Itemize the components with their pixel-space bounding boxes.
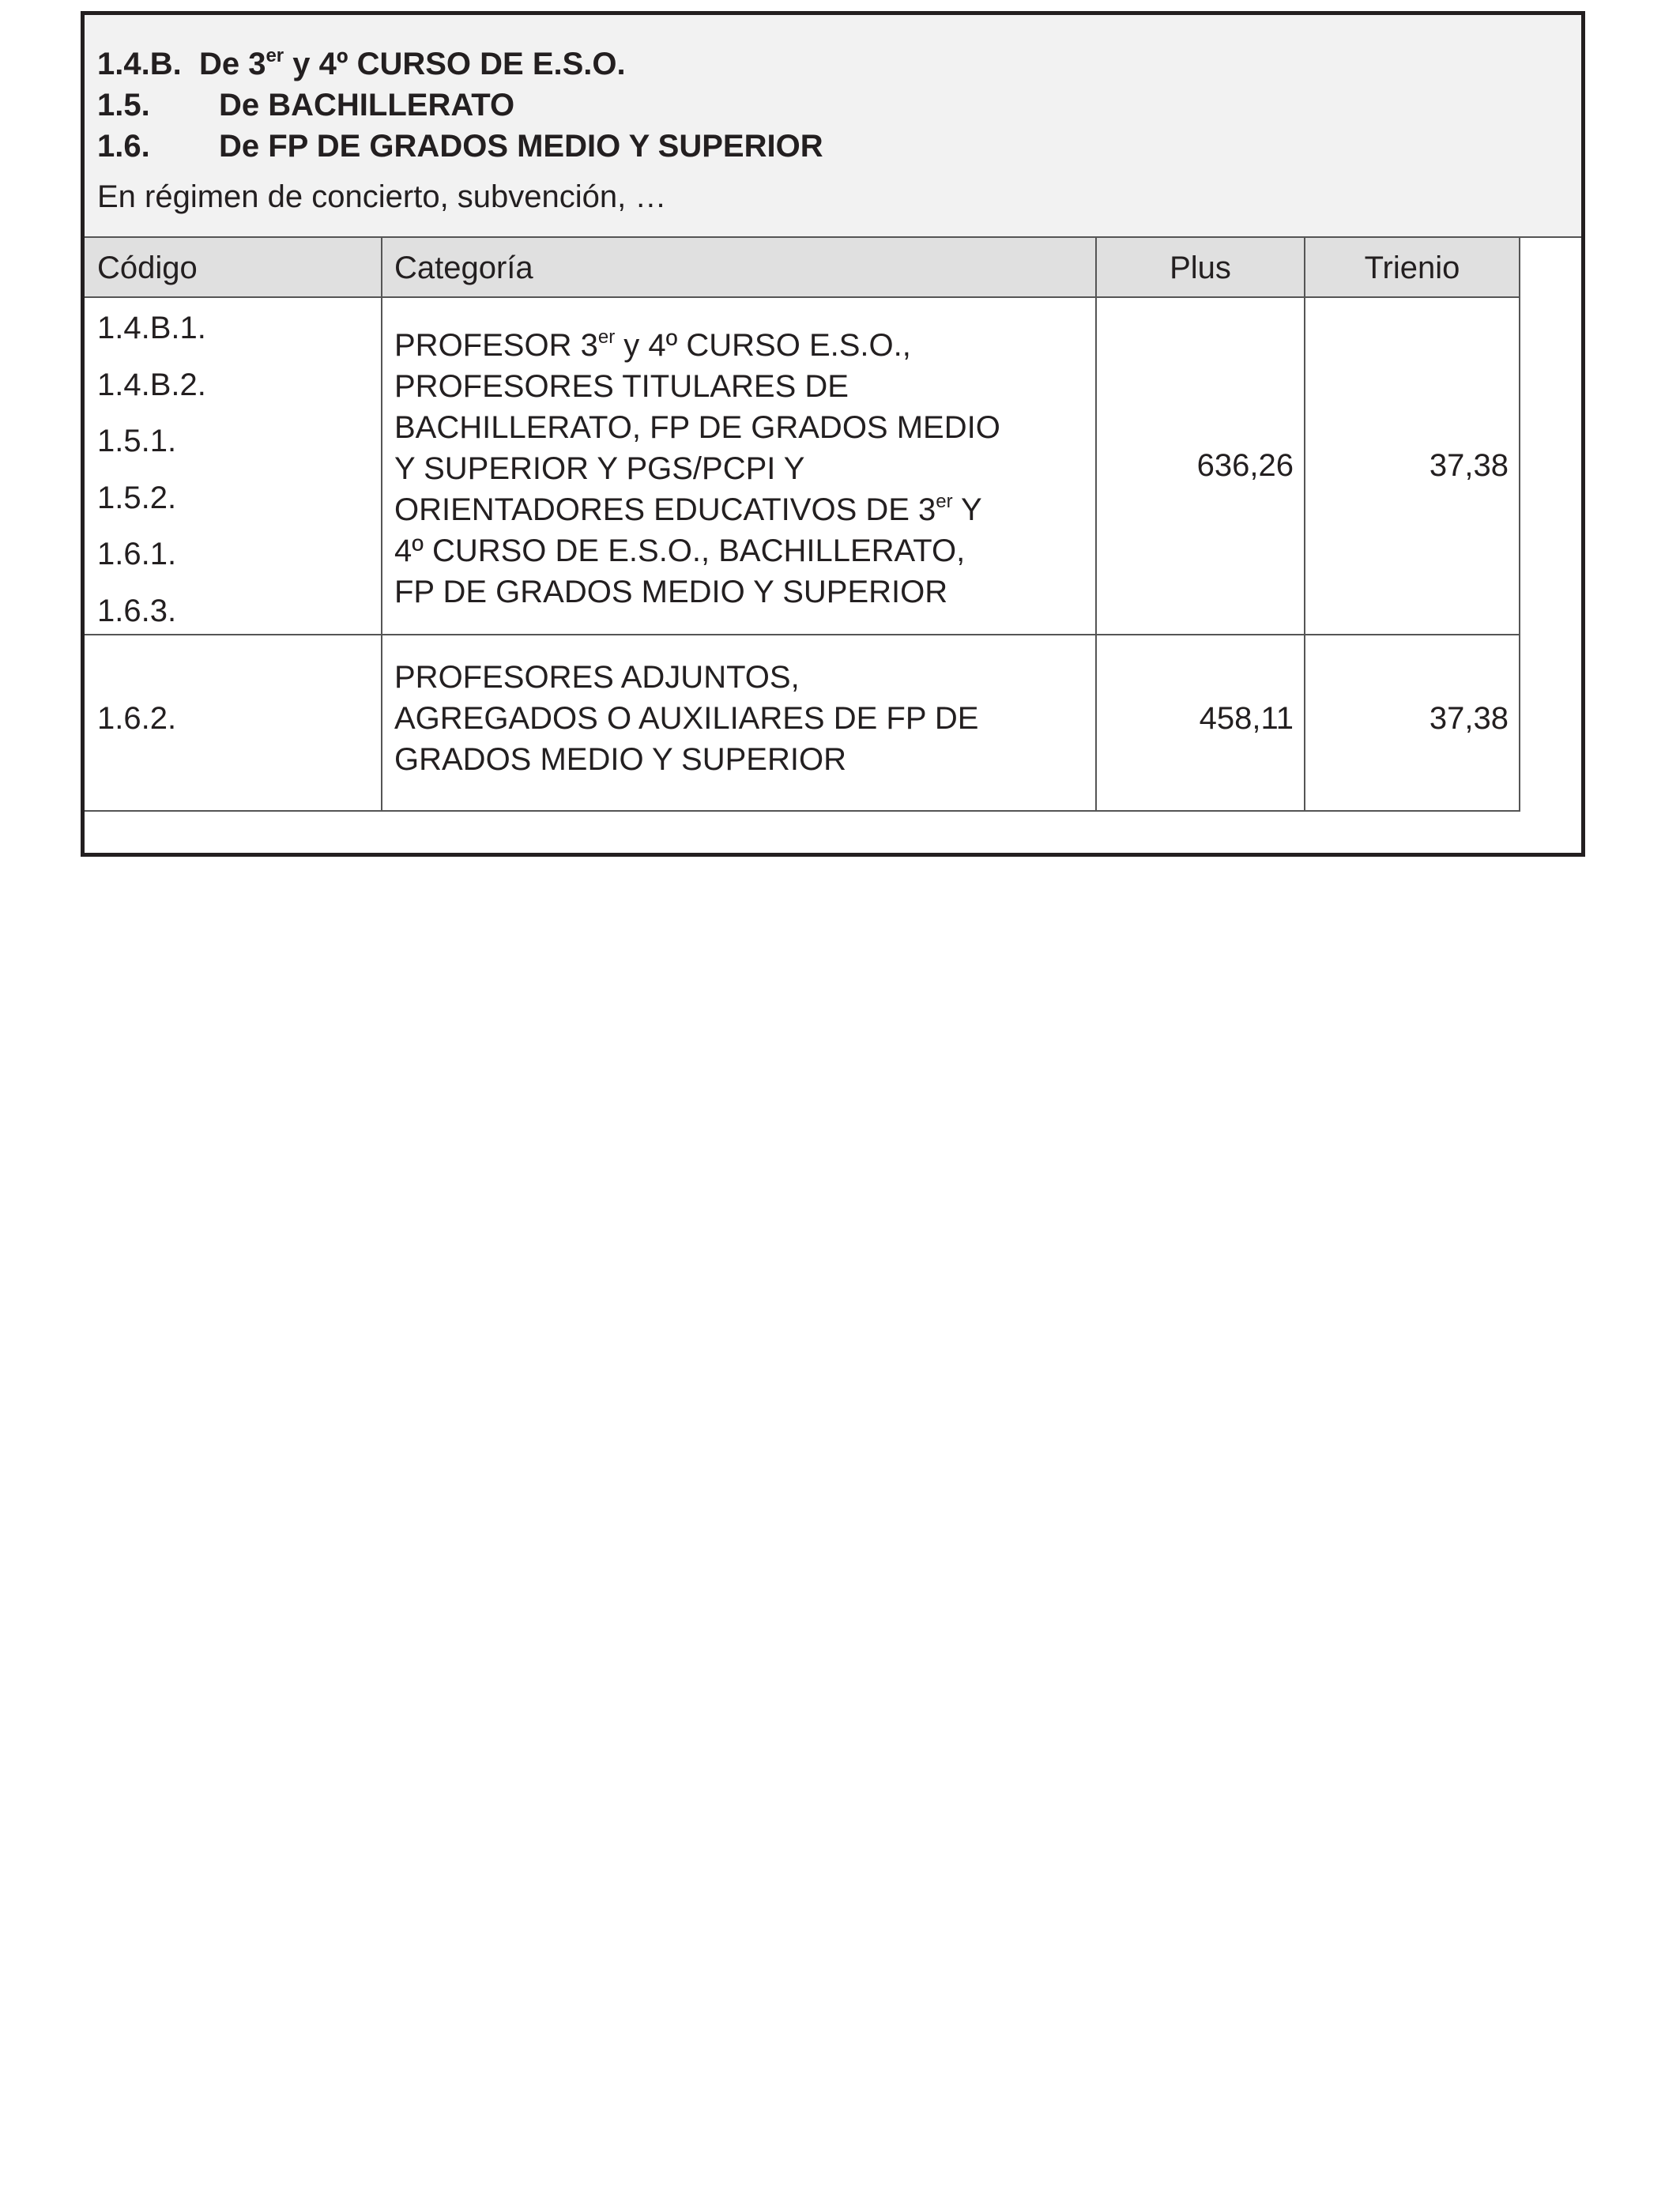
heading-text: De FP DE GRADOS MEDIO Y SUPERIOR — [219, 129, 823, 164]
table-row-1-codes — [85, 307, 382, 647]
category-text: Y — [952, 492, 982, 527]
table-row-1-plus: 636,26 — [1196, 448, 1294, 483]
category-line — [394, 489, 1096, 530]
code-item: 1.5.2. — [97, 480, 177, 515]
category-superscript: er — [936, 491, 953, 512]
code-item: 1.5.1. — [97, 424, 177, 458]
category-line: PROFESORES TITULARES DE — [394, 369, 849, 404]
heading-line-3 — [97, 127, 823, 165]
category-text: PROFESOR 3 — [394, 328, 598, 363]
table-row-2-category — [382, 657, 1096, 780]
category-line: GRADOS MEDIO Y SUPERIOR — [394, 742, 846, 777]
category-line: Y SUPERIOR Y PGS/PCPI Y — [394, 451, 805, 486]
category-line: AGREGADOS O AUXILIARES DE FP DE — [394, 701, 979, 736]
category-line: BACHILLERATO, FP DE GRADOS MEDIO — [394, 410, 1000, 445]
category-text: ORIENTADORES EDUCATIVOS DE 3 — [394, 492, 936, 527]
table-row-1-trienio: 37,38 — [1429, 448, 1509, 483]
category-line — [394, 325, 1096, 366]
heading-number: 1.6. — [97, 129, 150, 164]
section-header — [85, 15, 1581, 238]
code-item: 1.4.B.1. — [97, 311, 206, 345]
category-superscript: er — [597, 326, 616, 348]
heading-line-2 — [97, 86, 514, 124]
table-row-2-plus: 458,11 — [1199, 701, 1294, 736]
table-row-2-code: 1.6.2. — [97, 701, 177, 736]
code-item: 1.4.B.2. — [97, 367, 206, 402]
category-line: PROFESORES ADJUNTOS, — [394, 660, 800, 695]
category-line: FP DE GRADOS MEDIO Y SUPERIOR — [394, 575, 948, 609]
column-header-plus: Plus — [1096, 238, 1305, 298]
column-header-codigo: Código — [85, 238, 382, 298]
heading-text: y 4º CURSO DE E.S.O. — [284, 47, 626, 81]
heading-line-1 — [97, 45, 626, 83]
category-line: 4º CURSO DE E.S.O., BACHILLERATO, — [394, 533, 966, 568]
column-header-categoria: Categoría — [382, 238, 1096, 298]
code-item: 1.6.1. — [97, 537, 177, 571]
document-frame — [81, 11, 1585, 857]
table-row-2-trienio: 37,38 — [1429, 701, 1509, 736]
heading-text: De 3 — [198, 47, 266, 81]
category-text: y 4º CURSO E.S.O., — [615, 328, 911, 363]
table-row-1-category — [382, 325, 1096, 613]
heading-superscript: er — [266, 45, 284, 66]
heading-text: De BACHILLERATO — [219, 88, 515, 123]
heading-number: 1.5. — [97, 88, 150, 123]
row-divider — [85, 810, 1520, 812]
code-item: 1.6.3. — [97, 593, 177, 628]
heading-number: 1.4.B. — [97, 47, 182, 81]
row-divider — [85, 634, 1520, 635]
column-header-trienio: Trienio — [1305, 238, 1520, 298]
heading-subtitle: En régimen de concierto, subvención, … — [97, 179, 667, 214]
